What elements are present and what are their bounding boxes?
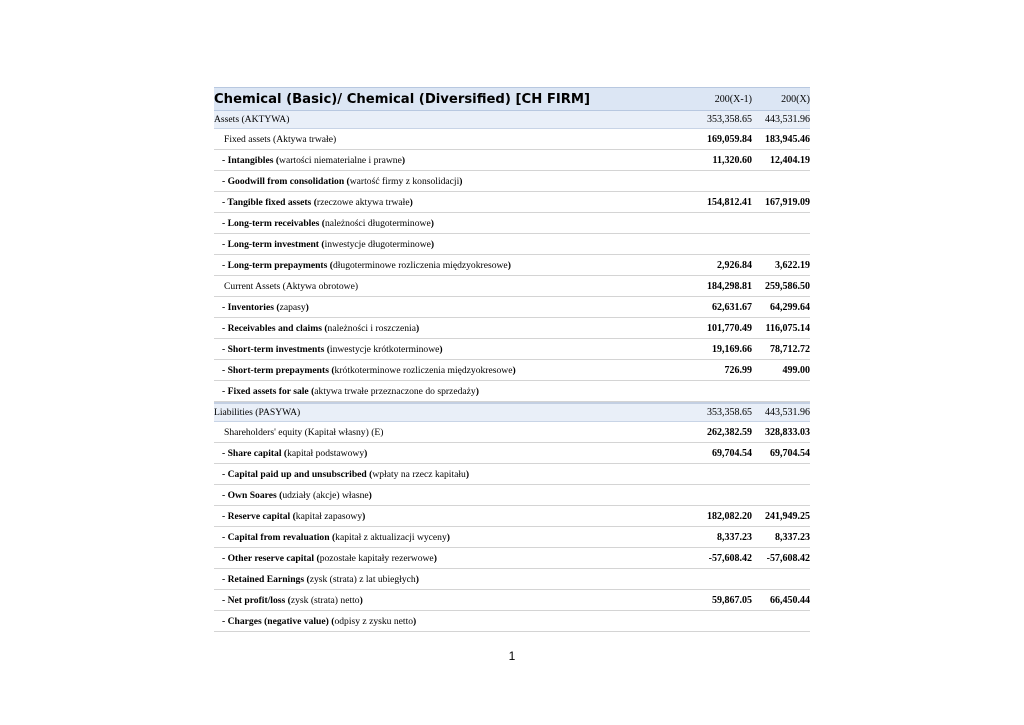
row-label bbox=[214, 511, 692, 522]
value-current-year: 12,404.19 bbox=[770, 154, 810, 166]
table-row bbox=[214, 464, 810, 485]
value-prior-year: 353,358.65 bbox=[707, 407, 752, 418]
row-label-polish: kapitał z aktualizacji wyceny bbox=[335, 531, 447, 543]
row-label bbox=[214, 574, 692, 585]
table-row bbox=[214, 590, 810, 611]
row-label-english: - Charges (negative value) ( bbox=[222, 615, 335, 627]
table-row bbox=[214, 443, 810, 464]
row-label bbox=[214, 176, 692, 187]
row-label bbox=[214, 197, 692, 208]
table-row bbox=[214, 381, 810, 402]
value-current-year: 183,945.46 bbox=[765, 133, 810, 145]
row-label-polish: rzeczowe aktywa trwałe bbox=[316, 196, 410, 208]
row-label bbox=[214, 134, 692, 145]
row-label-english: - Fixed assets for sale ( bbox=[222, 385, 315, 397]
row-label-polish: kapitał podstawowy bbox=[287, 447, 365, 459]
row-label bbox=[214, 595, 692, 606]
table-title: Chemical (Basic)/ Chemical (Diversified) [CH FIRM] bbox=[214, 91, 591, 107]
row-label-english: - Retained Earnings ( bbox=[222, 573, 310, 585]
row-label-close: ) bbox=[430, 217, 434, 229]
row-label-close: ) bbox=[465, 468, 470, 480]
value-current-year: 8,337.23 bbox=[775, 531, 810, 543]
row-label-english: - Reserve capital ( bbox=[222, 510, 296, 522]
row-label-text: Assets (AKTYWA) bbox=[214, 114, 290, 125]
row-label bbox=[214, 469, 692, 480]
row-label bbox=[214, 323, 692, 334]
value-prior-year: 59,867.05 bbox=[712, 594, 752, 606]
row-label-polish: pozostałe kapitały rezerwowe bbox=[319, 552, 434, 564]
row-label bbox=[214, 260, 692, 271]
row-label bbox=[214, 448, 692, 459]
group-row bbox=[214, 129, 810, 150]
row-label bbox=[214, 155, 692, 166]
row-label-close: ) bbox=[368, 489, 372, 501]
row-label-english: - Long-term investment ( bbox=[222, 238, 325, 250]
value-prior-year: 262,382.59 bbox=[707, 426, 752, 438]
row-label-polish: wartości niematerialne i prawne bbox=[279, 154, 402, 166]
value-prior-year: 182,082.20 bbox=[707, 510, 752, 522]
row-label-polish: aktywa trwałe przeznaczone do sprzedaży bbox=[314, 385, 476, 397]
row-label-close: ) bbox=[413, 615, 417, 627]
row-label-close: ) bbox=[364, 447, 368, 459]
row-label-english: - Short-term prepayments ( bbox=[222, 364, 335, 376]
row-label bbox=[214, 553, 692, 564]
row-label-close: ) bbox=[439, 343, 443, 355]
page-number: 1 bbox=[508, 649, 516, 663]
row-label-polish: krótkoterminowe rozliczenia międzyokresowe bbox=[334, 364, 513, 376]
value-prior-year: 154,812.41 bbox=[707, 196, 752, 208]
row-label-english: - Tangible fixed assets ( bbox=[222, 196, 317, 208]
table-body bbox=[214, 111, 810, 632]
row-label-polish: inwestycje długoterminowe bbox=[324, 238, 431, 250]
value-current-year: 328,833.03 bbox=[765, 426, 810, 438]
value-prior-year: 19,169.66 bbox=[712, 343, 752, 355]
table-row bbox=[214, 318, 810, 339]
value-current-year: 78,712.72 bbox=[770, 343, 810, 355]
row-label-close: ) bbox=[430, 238, 435, 250]
row-label bbox=[214, 616, 692, 627]
row-label-polish: odpisy z zysku netto bbox=[334, 615, 414, 627]
value-prior-year: 169,059.84 bbox=[707, 133, 752, 145]
value-prior-year: 2,926.84 bbox=[717, 259, 752, 271]
row-label-english: - Receivables and claims ( bbox=[222, 322, 328, 334]
row-label-close: ) bbox=[401, 154, 406, 166]
table-row bbox=[214, 297, 810, 318]
row-label-english: - Inventories ( bbox=[222, 301, 280, 313]
row-label-text: Shareholders' equity (Kapitał własny) (E) bbox=[224, 426, 384, 438]
value-prior-year: 726.99 bbox=[724, 364, 752, 376]
row-label bbox=[214, 114, 692, 125]
value-current-year: 259,586.50 bbox=[765, 280, 810, 292]
value-current-year: 64,299.64 bbox=[770, 301, 810, 313]
table-row bbox=[214, 527, 810, 548]
row-label bbox=[214, 532, 692, 543]
row-label-english: - Own Soares ( bbox=[222, 489, 283, 501]
row-label-english: - Long-term receivables ( bbox=[222, 217, 325, 229]
row-label bbox=[214, 490, 692, 501]
row-label-close: ) bbox=[359, 594, 363, 606]
table-row bbox=[214, 255, 810, 276]
column-header-prior-year: 200(X-1) bbox=[714, 93, 752, 105]
table-row bbox=[214, 150, 810, 171]
table-row bbox=[214, 213, 810, 234]
row-label-close: ) bbox=[362, 510, 366, 522]
row-label bbox=[214, 218, 692, 229]
row-label-close: ) bbox=[475, 385, 479, 397]
row-label-close: ) bbox=[459, 175, 463, 187]
row-label-close: ) bbox=[415, 573, 419, 585]
table-row bbox=[214, 360, 810, 381]
value-prior-year: 8,337.23 bbox=[717, 531, 752, 543]
row-label-english: - Capital from revaluation ( bbox=[222, 531, 336, 543]
table-row bbox=[214, 234, 810, 255]
section-row bbox=[214, 111, 810, 129]
row-label-polish: kapitał zapasowy bbox=[295, 510, 363, 522]
table-row bbox=[214, 611, 810, 632]
row-label bbox=[214, 302, 692, 313]
row-label-polish: należności długoterminowe bbox=[324, 217, 431, 229]
row-label-close: ) bbox=[507, 259, 511, 271]
row-label-polish: inwestycje krótkoterminowe bbox=[329, 343, 440, 355]
value-current-year: 443,531.96 bbox=[765, 114, 810, 125]
table-row bbox=[214, 548, 810, 569]
row-label-polish: zysk (strata) netto bbox=[290, 594, 360, 606]
balance-sheet-table bbox=[214, 87, 810, 632]
row-label-english: - Other reserve capital ( bbox=[222, 552, 320, 564]
value-current-year: 167,919.09 bbox=[765, 196, 810, 208]
row-label-english: - Net profit/loss ( bbox=[222, 594, 291, 606]
value-current-year: 3,622.19 bbox=[775, 259, 810, 271]
row-label bbox=[214, 239, 692, 250]
row-label-text: Current Assets (Aktywa obrotowe) bbox=[224, 280, 359, 292]
row-label bbox=[214, 365, 692, 376]
table-row bbox=[214, 171, 810, 192]
row-label-english: - Long-term prepayments ( bbox=[222, 259, 333, 271]
row-label-close: ) bbox=[305, 301, 309, 313]
table-row bbox=[214, 192, 810, 213]
table-row bbox=[214, 569, 810, 590]
value-prior-year: 184,298.81 bbox=[707, 280, 752, 292]
row-label-polish: wpłaty na rzecz kapitału bbox=[372, 468, 466, 480]
value-current-year: -57,608.42 bbox=[766, 552, 810, 564]
table-header bbox=[214, 87, 810, 111]
group-row bbox=[214, 422, 810, 443]
row-label-polish: zysk (strata) z lat ubiegłych bbox=[309, 573, 416, 585]
row-label-close: ) bbox=[409, 196, 413, 208]
row-label bbox=[214, 427, 692, 438]
column-header-current-year: 200(X) bbox=[781, 93, 810, 105]
row-label-close: ) bbox=[433, 552, 437, 564]
row-label-close: ) bbox=[446, 531, 450, 543]
row-label-polish: udziały (akcje) własne bbox=[282, 489, 369, 501]
row-label-text: Fixed assets (Aktywa trwałe) bbox=[224, 133, 337, 145]
row-label-polish: zapasy bbox=[279, 301, 306, 313]
table-row bbox=[214, 339, 810, 360]
value-current-year: 116,075.14 bbox=[765, 322, 810, 334]
row-label bbox=[214, 386, 692, 397]
row-label-english: - Capital paid up and unsubscribed ( bbox=[222, 468, 373, 480]
row-label-polish: należności i roszczenia bbox=[327, 322, 416, 334]
row-label bbox=[214, 407, 692, 418]
row-label-english: - Short-term investments ( bbox=[222, 343, 330, 355]
row-label-english: - Goodwill from consolidation ( bbox=[222, 175, 350, 187]
row-label bbox=[214, 344, 692, 355]
value-prior-year: 11,320.60 bbox=[712, 154, 752, 166]
value-prior-year: 69,704.54 bbox=[712, 447, 752, 459]
value-current-year: 66,450.44 bbox=[770, 594, 810, 606]
row-label-polish: długoterminowe rozliczenia międzyokresowe bbox=[332, 259, 508, 271]
table-row bbox=[214, 506, 810, 527]
value-current-year: 499.00 bbox=[782, 364, 810, 376]
row-label bbox=[214, 281, 692, 292]
table-row bbox=[214, 485, 810, 506]
row-label-close: ) bbox=[415, 322, 420, 334]
value-current-year: 69,704.54 bbox=[770, 447, 810, 459]
group-row bbox=[214, 276, 810, 297]
row-label-english: - Share capital ( bbox=[222, 447, 288, 459]
value-prior-year: 101,770.49 bbox=[707, 322, 752, 334]
value-prior-year: -57,608.42 bbox=[708, 552, 752, 564]
value-current-year: 443,531.96 bbox=[765, 407, 810, 418]
value-prior-year: 62,631.67 bbox=[712, 301, 752, 313]
row-label-close: ) bbox=[512, 364, 516, 376]
section-row bbox=[214, 402, 810, 422]
row-label-english: - Intangibles ( bbox=[222, 154, 280, 166]
value-prior-year: 353,358.65 bbox=[707, 114, 752, 125]
row-label-polish: wartość firmy z konsolidacji bbox=[349, 175, 460, 187]
row-label-text: Liabilities (PASYWA) bbox=[214, 407, 301, 418]
value-current-year: 241,949.25 bbox=[765, 510, 810, 522]
